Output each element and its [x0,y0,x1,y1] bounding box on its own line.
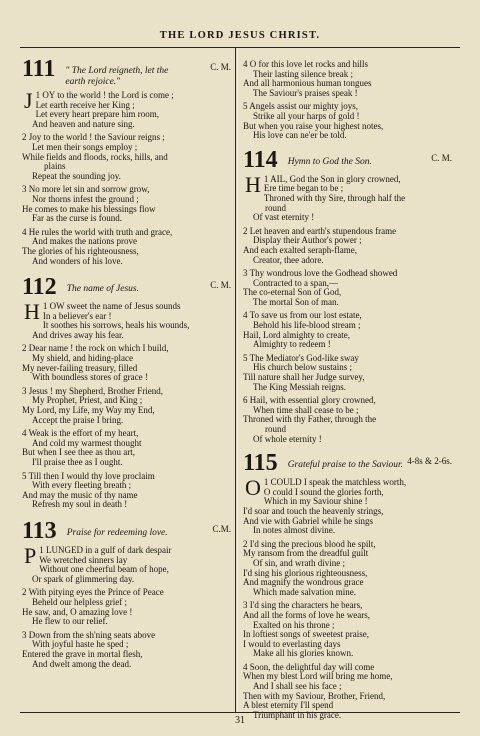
bottom-rule [20,712,460,713]
hymn-meter: C. M. [210,280,231,291]
verse-line: Refresh my soul in death ! [32,499,128,510]
hymn-title: " The Lord reigneth, let the earth rejoice." [65,66,169,87]
verse-line: Nor thorns infest the ground ; [32,193,139,204]
hymn-number: 111 [22,56,56,82]
verse-line: And all harmonious human tongues [243,78,372,89]
left-column [22,54,235,669]
hymn-113-continued [243,60,456,141]
verse-line: With boundless stores of grace ! [32,372,148,383]
hymn-111 [22,58,235,266]
verse-line: Display their Author's power ; [253,235,362,246]
top-rule [20,47,460,48]
verse-line: Their lasting silence break ; [253,68,353,79]
verse-line: Behold his life-blood stream ; [253,320,361,331]
verse-line: And each exalted seraph-flame, [243,244,357,255]
verse-line: And wonders of his love. [32,255,123,266]
hymn-meter: C. M. [210,62,231,72]
verse-line: My shield, and hiding-place [32,353,133,364]
verse [22,542,235,584]
verse [22,631,235,669]
verse [22,429,235,467]
verse-line: 4 O for this love let rocks and hills [243,59,368,69]
verse-line: He saw, and, O amazing love ! [22,606,133,617]
verse-line: The Saviour's praises speak ! [253,87,358,98]
verse [243,601,456,659]
hymn-meter: 4-8s & 2-6s. [407,456,452,467]
hymn-title: Hymn to God the Son. [287,156,372,167]
verse-line: Creator, thee adore. [253,254,324,265]
verse-line: My ransom from the dreadful guilt [243,548,369,559]
verse-line: O could I sound the glories forth, [263,486,384,497]
verse [243,60,456,98]
verse-line: Without one cheerful beam of hope, [39,564,169,575]
verse-line: I would to everlasting days [243,638,341,649]
verse-line: And heaven and nature sing. [32,118,135,129]
right-column [243,60,456,720]
hymn-title: Praise for redeeming love. [66,527,168,538]
drop-cap: H [245,171,261,197]
verse-line: Beheld our helpless grief ; [32,596,127,607]
hymn-number: 113 [22,517,57,544]
verse-line: A blest eternity I'll spend [243,700,334,711]
verse-line: 2 With pitying eyes the Prince of Peace [22,587,164,598]
hymn-112 [22,276,235,510]
verse-line: In a believer's ear ! [42,310,112,321]
verse [22,185,235,223]
verse-line: 2 Let heaven and earth's stupendous frame [243,225,397,236]
verse-line: 3 Thy wondrous love the Godhead showed [243,268,398,279]
verse-line: Throned with thy Father, through the [243,414,377,425]
column-divider [235,48,236,712]
verse-line: Exalted on his throne ; [253,619,335,630]
verse-line: Let earth receive her King ; [35,99,135,110]
verse-line: 6 Hail, with essential glory crowned, [243,395,376,406]
verse-line: And dwelt among the dead. [32,658,132,669]
verse [243,475,456,536]
verse-line: 2 I'd sing the precious blood he spilt, [243,538,376,549]
verse [22,344,235,382]
verse-line: My Prophet, Priest, and King ; [32,395,143,406]
verse-line: He flew to our relief. [32,616,108,627]
verse-line: Repeat the sounding joy. [32,170,121,181]
verse-line: Accept the praise I bring. [32,414,124,425]
verse-line: And I shall see his face ; [253,681,342,692]
verse-line: Almighty to redeem ! [253,339,331,350]
verse-line: My never-failing treasury, filled [22,362,138,373]
verse-line: Which made salvation mine. [253,586,356,597]
verse-line: And may the music of thy name [22,489,138,500]
page-header: THE LORD JESUS CHRIST. [159,30,321,41]
verse-line: Till nature shall her Judge survey, [243,372,365,383]
hymn-number: 114 [243,146,278,173]
verse-line: round [265,202,286,213]
verse-line: Entered the grave in mortal flesh, [22,648,143,659]
verse-line: While fields and floods, rocks, hills, and [22,151,168,162]
verse [22,472,235,510]
hymn-meter: C. M. [431,152,452,163]
verse-line: I'd soar and touch the heavenly strings, [243,505,384,516]
hymn-113 [22,517,235,669]
verse [243,102,456,140]
verse-line: The co-eternal Son of God, [243,287,342,298]
verse-line: Make all his glories known. [253,648,354,659]
hymn-115 [243,452,456,720]
verse-line: 4 To save us from our lost estate, [243,310,362,321]
verse-line: 2 Dear name ! the rock on which I build, [22,343,169,354]
verse-line: The glories of his righteousness, [22,245,139,256]
verse-line: 5 The Mediator's God-like sway [243,352,359,363]
verse-line: Hail, Lord almighty to create, [243,329,350,340]
verse-line: His love can ne'er be told. [253,130,347,141]
hymn-meter: C.M. [212,523,231,534]
verse-line: 3 No more let sin and sorrow grow, [22,184,150,195]
verse-line: Of sin, and wrath divine ; [253,557,345,568]
verse-line: 1 COULD I speak the matchless worth, [263,477,407,488]
verse-line: The mortal Son of man. [253,296,339,307]
verse-line: 3 Down from the sh'ning seats above [22,629,156,640]
hymn-number: 115 [243,450,278,477]
verse-line: His church below sustains ; [253,362,352,373]
verse-line: 5 Angels assist our mighty joys, [243,101,359,112]
verse-line: I'd sing his glorious righteousness, [243,567,368,578]
verse-line: Let men their songs employ ; [32,141,138,152]
verse-line: Of vast eternity ! [253,212,315,223]
verse-line: Contracted to a span,— [253,277,338,288]
page-number: 31 [235,715,245,726]
verse-line: Triumphant in his grace. [253,709,342,720]
hymn-114 [243,146,456,444]
verse [243,354,456,392]
verse-line: 1 AIL, God the Son in glory crowned, [263,173,401,184]
hymn-title: Grateful praise to the Saviour. [287,460,404,471]
verse-line: It soothes his sorrows, heals his wounds, [42,320,190,331]
verse-line: In loftiest songs of sweetest praise, [243,629,369,640]
verse-line: And drives away his fear. [32,329,124,340]
verse [22,88,235,129]
verse-line: When my blest Lord will bring me home, [243,671,393,682]
verse-line: 2 Joy to the world ! the Saviour reigns ; [22,132,165,143]
verse-line: When time shall cease to be ; [253,404,359,415]
verse-line: Ere time began to be ; [263,183,344,194]
verse-line: 1 OW sweet the name of Jesus sounds [42,301,181,312]
verse-line: 3 I'd sing the characters he bears, [243,600,363,611]
verse [243,227,456,265]
verse-line: Throned with thy Sire, through half the [263,192,406,203]
drop-cap: J [24,88,33,113]
verse-line: Let every heart prepare him room, [35,109,160,120]
verse-line: Of whole eternity ! [253,433,322,444]
verse-line: He comes to make his blessings flow [22,203,156,214]
verse-line: And cold my warmest thought [32,437,142,448]
verse-line: But when I see thee as thou art, [22,447,135,458]
verse-line: I'll praise thee as I ought. [32,457,123,467]
verse-line: Which in my Saviour shine ! [263,496,368,507]
verse-line: And makes the nations prove [32,236,137,247]
verse [243,311,456,349]
verse-line: And vie with Gabriel while he sings [243,515,373,526]
verse [22,133,235,181]
verse-line: The King Messiah reigns. [253,381,346,392]
verse-line: Then with my Saviour, Brother, Friend, [243,690,386,701]
verse-line: But when you raise your highest notes, [243,120,384,131]
verse-line: 5 Till then I would thy love proclaim [22,470,155,481]
verse-line: Far as the curse is found. [32,213,122,224]
verse-line: Strike all your harps of gold ! [253,110,360,121]
verse [243,396,456,444]
verse-line: 3 Jesus ! my Shepherd, Brother Friend, [22,385,163,396]
verse [22,387,235,425]
verse-line: 1 OY to the world ! the Lord is come ; [35,90,174,100]
verse-line: We wretched sinners lay [39,554,128,565]
verse [22,588,235,626]
verse-line: In notes almost divine. [253,525,335,536]
drop-cap: H [24,299,40,325]
verse [22,228,235,266]
verse-line: 4 Soon, the delightful day will come [243,661,375,672]
verse-line: round [265,424,286,434]
hymn-title: The name of Jesus. [66,284,139,295]
verse-line: And magnify the wondrous grace [243,577,364,588]
verse-line: plains [44,161,66,172]
verse [22,299,235,340]
drop-cap: P [24,542,37,568]
verse [243,171,456,223]
verse-line: With every fleeting breath ; [32,480,132,491]
verse-line: Or spark of glimmering day. [32,573,135,584]
verse-line: My Lord, my Life, my Way my End, [22,405,155,416]
verse [243,269,456,307]
verse-line: And all the forms of love he wears, [243,609,370,620]
verse-line: With joyful haste he sped ; [32,639,129,650]
verse-line: 4 Weak is the effort of my heart, [22,428,139,439]
verse-line: 1 LUNGED in a gulf of dark despair [39,544,172,555]
verse-line: 4 He rules the world with truth and grace, [22,226,173,237]
drop-cap: O [245,475,261,501]
hymn-number: 112 [22,274,57,301]
verse [243,540,456,598]
